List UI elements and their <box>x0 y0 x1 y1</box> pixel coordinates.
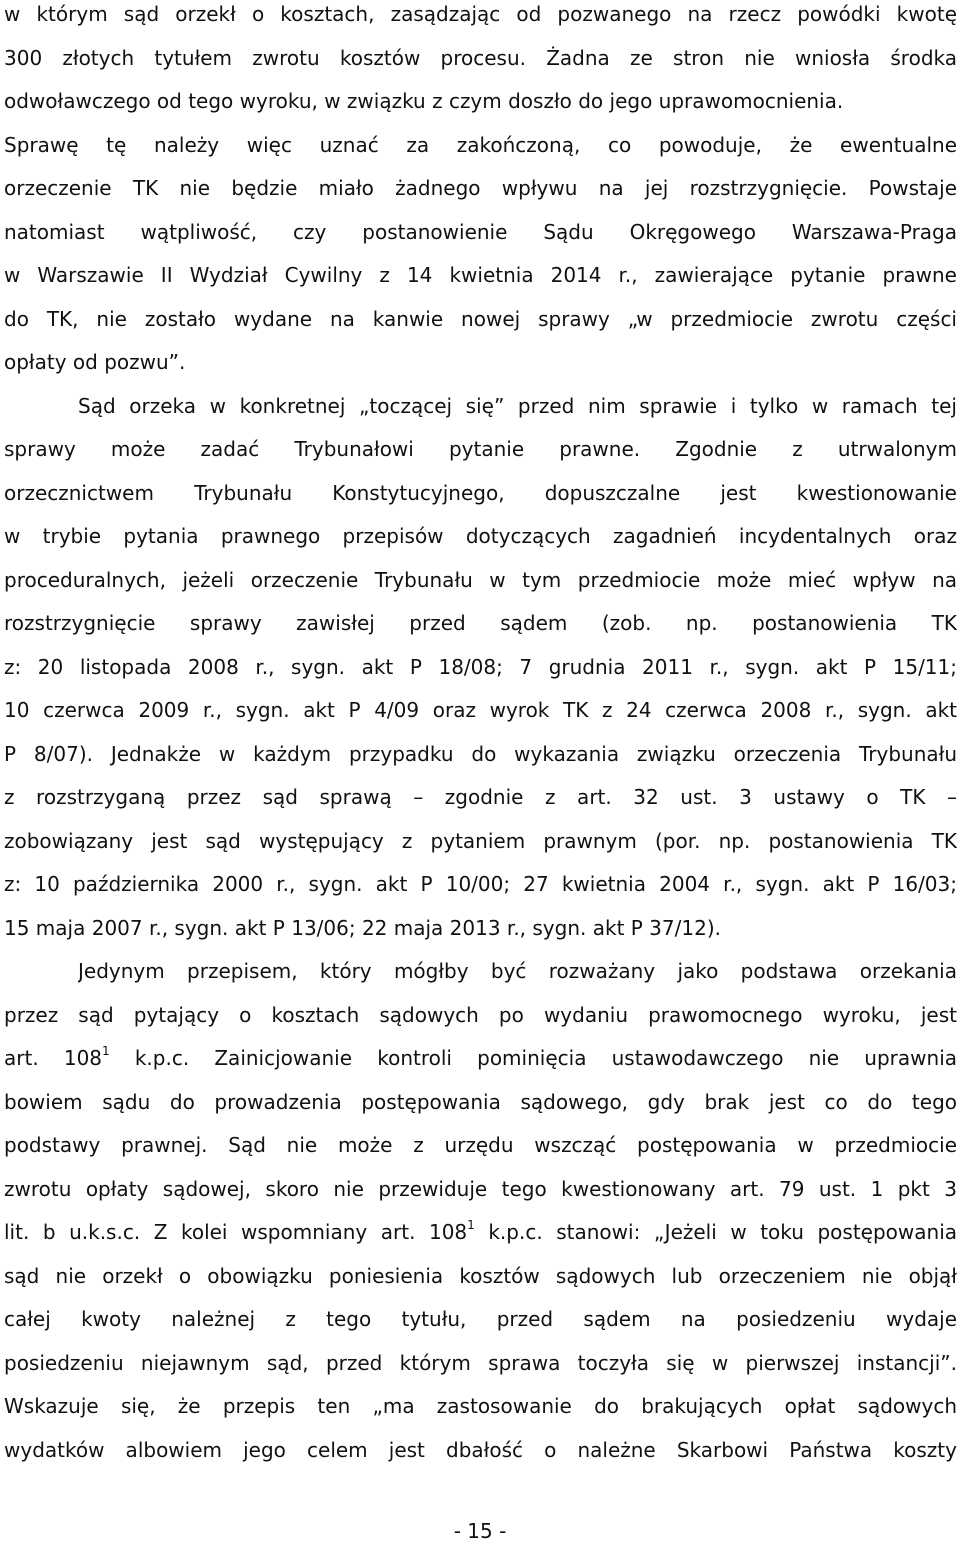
text-line: 300 złotych tytułem zwrotu kosztów procesu. Żadna ze stron nie wniosła środka <box>4 46 957 70</box>
text-line: 10 czerwca 2009 r., sygn. akt P 4/09 oraz wyrok TK z 24 czerwca 2008 r., sygn. akt <box>4 698 957 722</box>
text-line: bowiem sądu do prowadzenia postępowania sądowego, gdy brak jest co do tego <box>4 1090 957 1114</box>
text-line: w trybie pytania prawnego przepisów dotyczących zagadnień incydentalnych oraz <box>4 524 957 548</box>
page-number: - 15 - <box>453 1519 507 1543</box>
text-line <box>4 1046 957 1070</box>
text-line <box>4 1220 957 1244</box>
text-line: zobowiązany jest sąd występujący z pytaniem prawnym (por. np. postanowienia TK <box>4 829 957 853</box>
text-line: odwoławczego od tego wyroku, w związku z czym doszło do jego uprawomocnienia. <box>4 89 844 113</box>
text-line: orzecznictwem Trybunału Konstytucyjnego, dopuszczalne jest kwestionowanie <box>4 481 957 505</box>
text-line: wydatków albowiem jego celem jest dbałość o należne Skarbowi Państwa koszty <box>4 1438 957 1462</box>
text-line: natomiast wątpliwość, czy postanowienie Sądu Okręgowego Warszawa-Praga <box>4 220 957 244</box>
text-line: P 8/07). Jednakże w każdym przypadku do wykazania związku orzeczenia Trybunału <box>4 742 957 766</box>
text-line: w Warszawie II Wydział Cywilny z 14 kwietnia 2014 r., zawierające pytanie prawne <box>4 263 957 287</box>
text-line: sprawy może zadać Trybunałowi pytanie prawne. Zgodnie z utrwalonym <box>4 437 957 461</box>
text-line: Jedynym przepisem, który mógłby być rozważany jako podstawa orzekania <box>78 959 957 983</box>
text-line: proceduralnych, jeżeli orzeczenie Trybunału w tym przedmiocie może mieć wpływ na <box>4 568 957 592</box>
text-line: całej kwoty należnej z tego tytułu, przed sądem na posiedzeniu wydaje <box>4 1307 957 1331</box>
text-line: do TK, nie zostało wydane na kanwie nowej sprawy „w przedmiocie zwrotu części <box>4 307 957 331</box>
text-line: z rozstrzyganą przez sąd sprawą – zgodnie z art. 32 ust. 3 ustawy o TK – <box>4 785 957 809</box>
text-fragment: k.p.c. stanowi: „Jeżeli w toku postępowania <box>488 1220 957 1244</box>
superscript: 1 <box>102 1046 110 1059</box>
text-line: orzeczenie TK nie będzie miało żadnego wpływu na jej rozstrzygnięcie. Powstaje <box>4 176 957 200</box>
text-line: w którym sąd orzekł o kosztach, zasądzając od pozwanego na rzecz powódki kwotę <box>4 2 957 26</box>
text-line: z: 20 listopada 2008 r., sygn. akt P 18/08; 7 grudnia 2011 r., sygn. akt P 15/11; <box>4 655 957 679</box>
text-line: Wskazuje się, że przepis ten „ma zastosowanie do brakujących opłat sądowych <box>4 1394 957 1418</box>
text-line: posiedzeniu niejawnym sąd, przed którym sprawa toczyła się w pierwszej instancji”. <box>4 1351 957 1375</box>
text-line: zwrotu opłaty sądowej, skoro nie przewiduje tego kwestionowany art. 79 ust. 1 pkt 3 <box>4 1177 957 1201</box>
text-fragment: lit. b u.k.s.c. Z kolei wspomniany art. 108 <box>4 1220 468 1244</box>
text-line: Sąd orzeka w konkretnej „toczącej się” przed nim sprawie i tylko w ramach tej <box>78 394 957 418</box>
text-line: z: 10 października 2000 r., sygn. akt P 10/00; 27 kwietnia 2004 r., sygn. akt P 16/03; <box>4 872 957 896</box>
text-line: podstawy prawnej. Sąd nie może z urzędu wszcząć postępowania w przedmiocie <box>4 1133 957 1157</box>
text-line: przez sąd pytający o kosztach sądowych po wydaniu prawomocnego wyroku, jest <box>4 1003 957 1027</box>
superscript: 1 <box>467 1220 475 1233</box>
text-line: sąd nie orzekł o obowiązku poniesienia kosztów sądowych lub orzeczeniem nie objął <box>4 1264 957 1288</box>
text-line: 15 maja 2007 r., sygn. akt P 13/06; 22 maja 2013 r., sygn. akt P 37/12). <box>4 916 721 940</box>
text-fragment: k.p.c. Zainicjowanie kontroli pominięcia ustawodawczego nie uprawnia <box>134 1046 957 1070</box>
text-fragment: art. 108 <box>4 1046 103 1070</box>
text-line: opłaty od pozwu”. <box>4 350 186 374</box>
text-line: Sprawę tę należy więc uznać za zakończoną, co powoduje, że ewentualne <box>4 133 957 157</box>
text-line: rozstrzygnięcie sprawy zawisłej przed sądem (zob. np. postanowienia TK <box>4 611 957 635</box>
